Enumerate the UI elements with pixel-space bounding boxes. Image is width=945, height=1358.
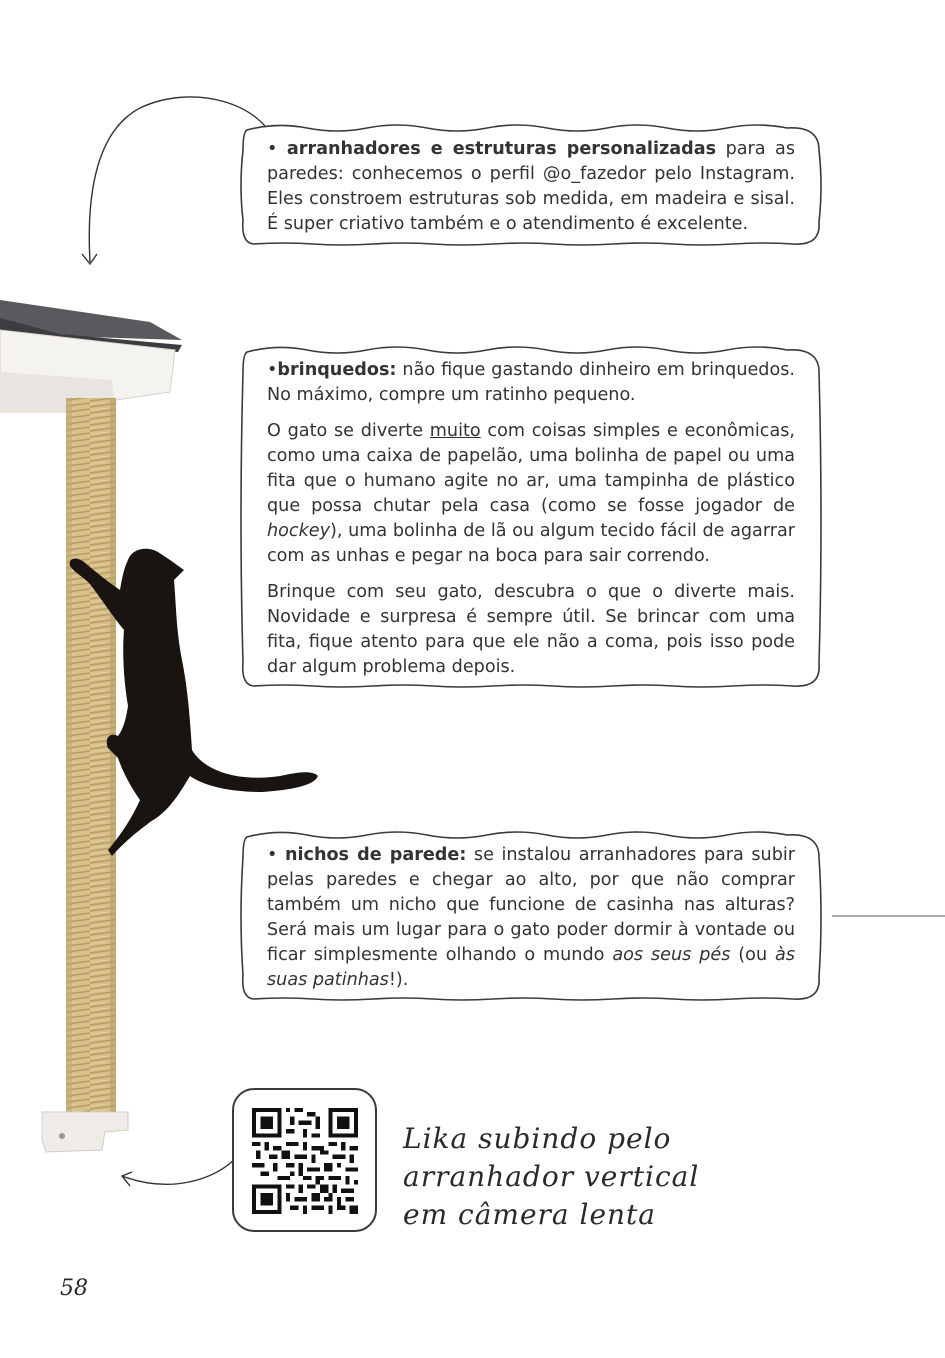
- tip-box-niches: [237, 827, 825, 1007]
- tip-paragraph: [267, 419, 795, 569]
- tip-title: nichos de parede:: [284, 845, 467, 865]
- underlined-word: muito: [429, 421, 481, 441]
- text-run: !).: [388, 970, 409, 990]
- tip-title: brinquedos:: [277, 360, 397, 380]
- video-caption: [403, 1120, 823, 1234]
- tip-text: [267, 843, 795, 993]
- tip-paragraph: Brinque com seu gato, descubra o que o diverte mais. Novidade e surpresa é sempre útil. Se brincar com uma fita, fique atento para que ele não a coma, pois isso pode dar algum problema depois.: [267, 582, 795, 677]
- scratching-post: [42, 398, 128, 1152]
- tip-box-toys: [237, 342, 825, 694]
- tip-body: para as paredes: conhecemos o perfil @o_fazedor pelo Instagram. Eles constroem estruturas sob medida, em madeira e sisal. É super criativo também e o atendimento é excelente.: [267, 139, 795, 234]
- text-run: O gato se diverte: [267, 421, 430, 441]
- tip-text: [267, 137, 795, 237]
- arrow-curve-icon: [122, 1160, 234, 1184]
- italic-phrase: aos seus pés: [612, 945, 731, 965]
- tip-body: não fique gastando dinheiro em brinquedos. No máximo, compre um ratinho pequeno.: [267, 360, 795, 405]
- text-run: ), uma bolinha de lã ou algum tecido fácil de agarrar com as unhas e pegar na boca para sair correndo.: [267, 521, 795, 566]
- tip-box-scratchers: [237, 120, 825, 252]
- caption-line: Lika subindo pelo arranhador vertical: [403, 1122, 700, 1193]
- wall-shelf: [0, 300, 182, 412]
- bullet: •: [267, 139, 278, 159]
- qr-code-icon[interactable]: [252, 1108, 358, 1214]
- page-number: 58: [60, 1276, 88, 1301]
- caption-line: em câmera lenta: [403, 1198, 656, 1231]
- italic-word: hockey: [267, 521, 331, 541]
- tip-body: se instalou arranhadores para subir pelas paredes e chegar ao alto, por que não comprar também um nicho que funcione de casinha nas alturas? Será mais um lugar para o gato poder dormir à vontade ou ficar simplesmente olhando o mundo: [267, 845, 795, 965]
- text-run: (ou: [730, 945, 776, 965]
- tip-title: arranhadores e estruturas personalizadas: [286, 139, 717, 159]
- bullet: •: [267, 360, 278, 380]
- text-run: com coisas simples e econômicas, como uma caixa de papelão, uma bolinha de papel ou uma fita que o humano agite no ar, uma tampinha de plástico que possa chutar pela casa (como se fosse jogador de: [267, 421, 795, 516]
- tip-text: [267, 358, 795, 680]
- bullet: •: [267, 845, 278, 865]
- italic-phrase: às suas patinhas: [267, 945, 795, 990]
